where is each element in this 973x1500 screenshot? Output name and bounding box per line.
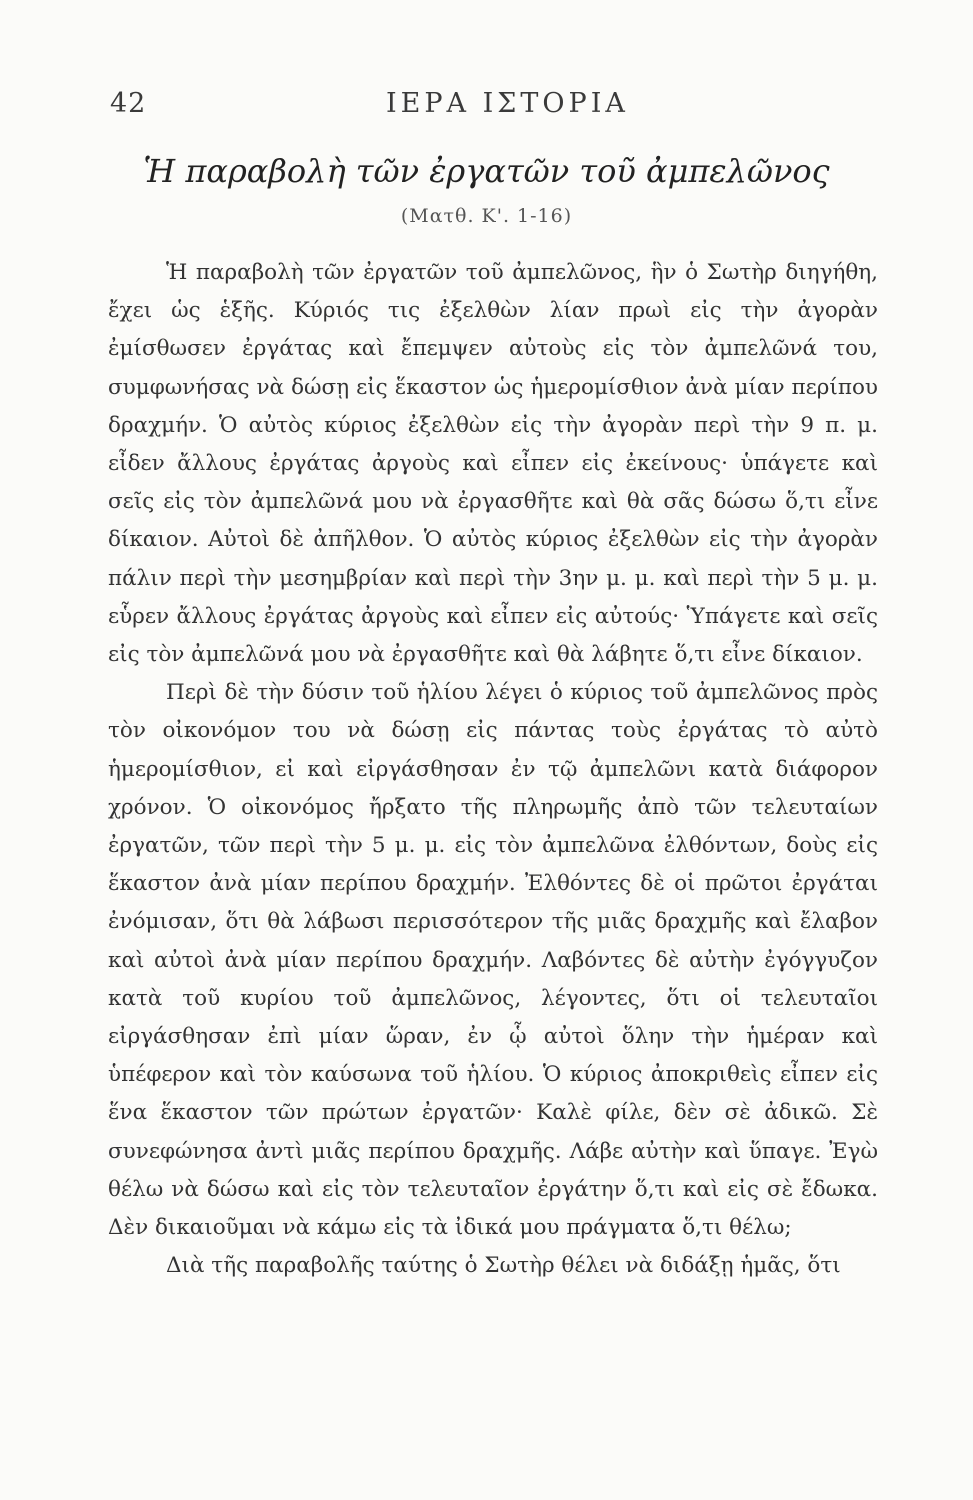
- body-text: [108, 254, 878, 1285]
- section-title: Ἡ παραβολὴ τῶν ἐργατῶν τοῦ ἀμπελῶνος: [143, 152, 830, 190]
- paragraph: Ἡ παραβολὴ τῶν ἐργατῶν τοῦ ἀμπελῶνος, ἣν ὁ Σωτὴρ διηγήθη, ἔχει ὡς ἑξῆς. Κύριός τις ἐξελθὼν λίαν πρωὶ εἰς τὴν ἀγορὰν ἐμίσθωσεν ἐργάτας καὶ ἔπεμψεν αὐτοὺς εἰς τὸν ἀμπελῶνά του, συμφωνήσας νὰ δώσῃ εἰς ἕκαστον ὡς ἡμερομίσθιον ἀνὰ μίαν περίπου δραχμήν. Ὁ αὐτὸς κύριος ἐξελθὼν εἰς τὴν ἀγορὰν περὶ τὴν 9 π. μ. εἶδεν ἄλλους ἐργάτας ἀργοὺς καὶ εἶπεν εἰς ἐκείνους· ὑπάγετε καὶ σεῖς εἰς τὸν ἀμπελῶνά μου νὰ ἐργασθῆτε καὶ θὰ σᾶς δώσω ὅ,τι εἶνε δίκαιον. Αὐτοὶ δὲ ἀπῆλθον. Ὁ αὐτὸς κύριος ἐξελθὼν εἰς τὴν ἀγορὰν πάλιν περὶ τὴν μεσημβρίαν καὶ περὶ τὴν 3ην μ. μ. καὶ περὶ τὴν 5 μ. μ. εὗρεν ἄλλους ἐργάτας ἀργοὺς καὶ εἶπεν εἰς αὐτούς· Ὑπάγετε καὶ σεῖς εἰς τὸν ἀμπελῶνά μου νὰ ἐργασθῆτε καὶ θὰ λάβητε ὅ,τι εἶνε δίκαιον.: [108, 260, 878, 668]
- scripture-reference: (Ματθ. Κ'. 1-16): [400, 205, 573, 227]
- paragraph: Διὰ τῆς παραβολῆς ταύτης ὁ Σωτὴρ θέλει νὰ διδάξῃ ἡμᾶς, ὅτι: [166, 1253, 841, 1279]
- paragraph: Περὶ δὲ τὴν δύσιν τοῦ ἡλίου λέγει ὁ κύριος τοῦ ἀμπελῶνος πρὸς τὸν οἰκονόμον του νὰ δώσῃ εἰς πάντας τοὺς ἐργάτας τὸ αὐτὸ ἡμερομίσθιον, εἰ καὶ εἰργάσθησαν ἐν τῷ ἀμπελῶνι κατὰ διάφορον χρόνον. Ὁ οἰκονόμος ἤρξατο τῆς πληρωμῆς ἀπὸ τῶν τελευταίων ἐργατῶν, τῶν περὶ τὴν 5 μ. μ. εἰς τὸν ἀμπελῶνα ἐλθόντων, δοὺς εἰς ἕκαστον ἀνὰ μίαν περίπου δραχμήν. Ἐλθόντες δὲ οἱ πρῶτοι ἐργάται ἐνόμισαν, ὅτι θὰ λάβωσι περισσότερον τῆς μιᾶς δραχμῆς καὶ ἔλαβον καὶ αὐτοὶ ἀνὰ μίαν περίπου δραχμήν. Λαβόντες δὲ αὐτὴν ἐγόγγυζον κατὰ τοῦ κυρίου τοῦ ἀμπελῶνος, λέγοντες, ὅτι οἱ τελευταῖοι εἰργάσθησαν ἐπὶ μίαν ὥραν, ἐν ᾧ αὐτοὶ ὅλην τὴν ἡμέραν καὶ ὑπέφερον καὶ τὸν καύσωνα τοῦ ἡλίου. Ὁ κύριος ἀποκριθεὶς εἶπεν εἰς ἕνα ἕκαστον τῶν πρώτων ἐργατῶν· Καλὲ φίλε, δὲν σὲ ἀδικῶ. Σὲ συνεφώνησα ἀντὶ μιᾶς περίπου δραχμῆς. Λάβε αὐτὴν καὶ ὕπαγε. Ἐγὼ θέλω νὰ δώσω καὶ εἰς τὸν τελευταῖον ἐργάτην ὅ,τι καὶ εἰς σὲ ἔδωκα. Δὲν δικαιοῦμαι νὰ κάμω εἰς τὰ ἰδικά μου πράγματα ὅ,τι θέλω;: [108, 680, 878, 1241]
- page-number: 42: [110, 88, 147, 119]
- running-head: ΙΕΡΑ ΙΣΤΟΡΙΑ: [386, 88, 629, 119]
